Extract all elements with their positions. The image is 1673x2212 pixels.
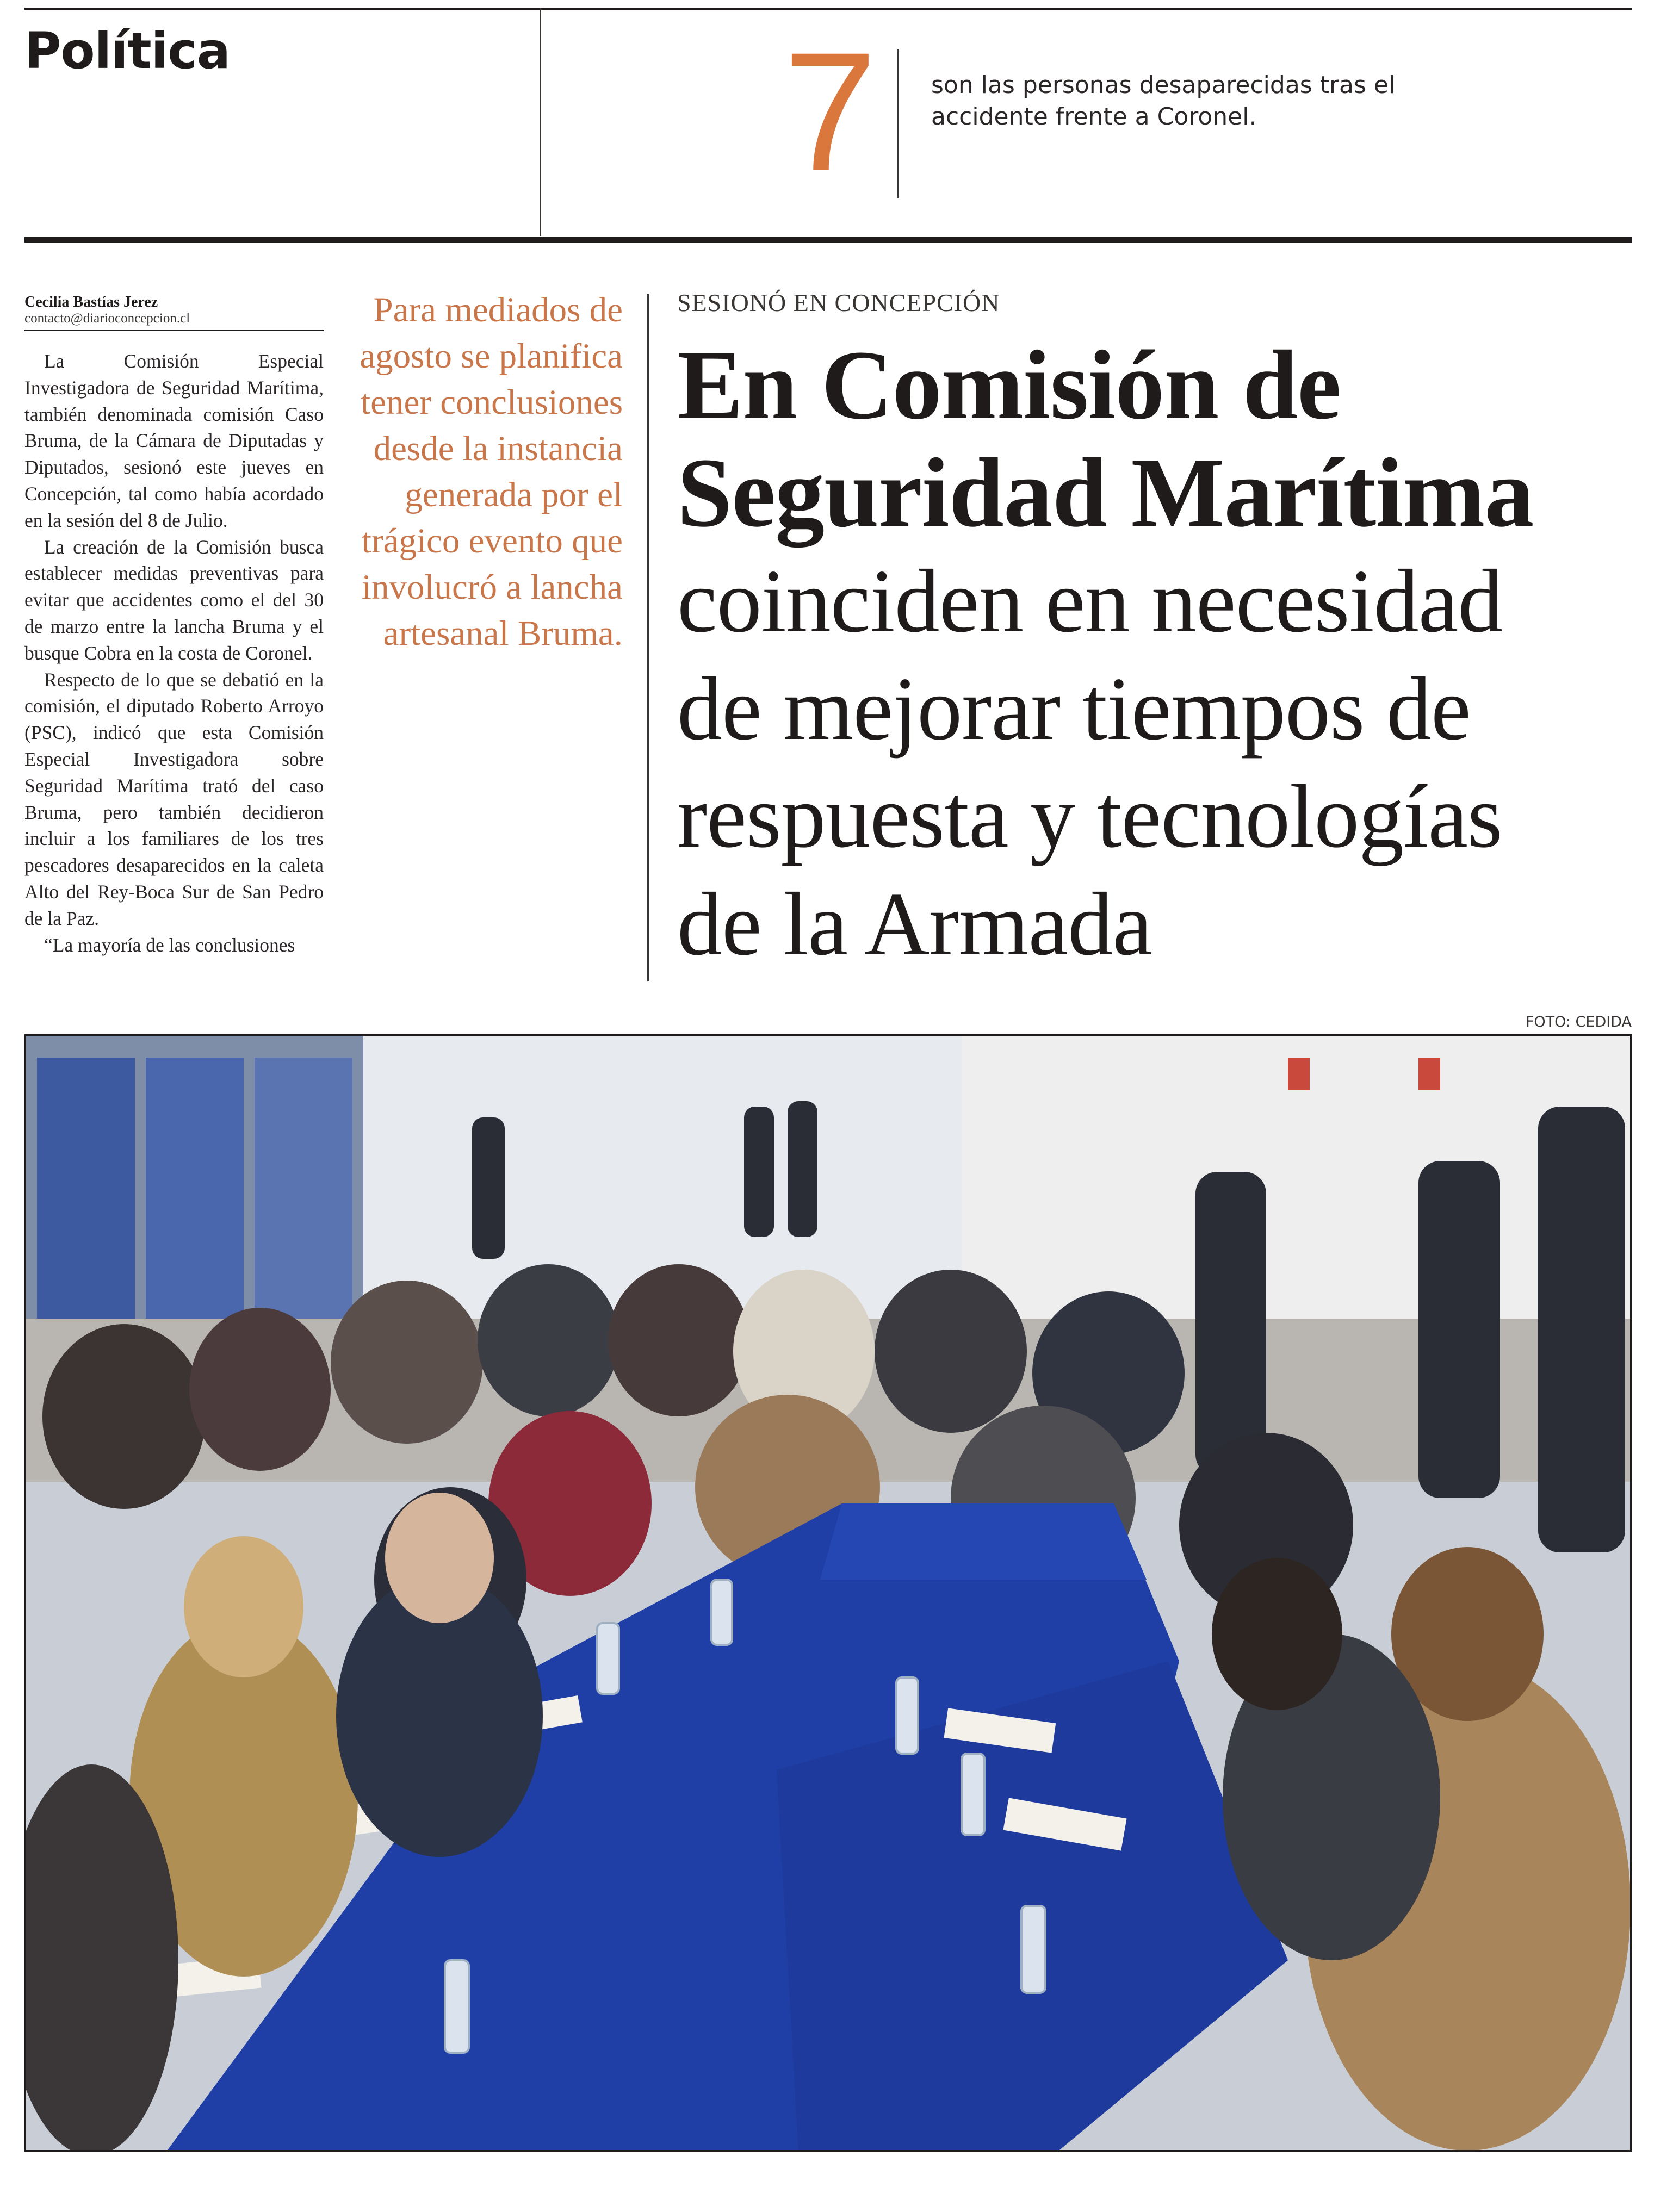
- headline-line: coinciden en necesidad: [677, 551, 1503, 651]
- kicker: SESIONÓ EN CONCEPCIÓN: [677, 289, 1000, 316]
- header-divider: [540, 8, 541, 236]
- byline-rule: [24, 330, 324, 331]
- section-label: Política: [24, 22, 230, 80]
- quote-divider: [647, 294, 649, 981]
- headline: [677, 332, 1634, 978]
- top-rule: [24, 8, 1632, 10]
- body-paragraph: La creación de la Comisión busca establecer medidas preventivas para evitar que accidentes como el del 30 de marzo entre la lancha Bruma y el busque Cobra en la costa de Coronel.: [24, 536, 324, 664]
- photo-credit: FOTO: CEDIDA: [1525, 1014, 1632, 1030]
- headline-line: de mejorar tiempos de: [677, 658, 1471, 759]
- headline-line: de la Armada: [677, 874, 1152, 974]
- article-body: [24, 348, 324, 958]
- body-paragraph: La Comisión Especial Investigadora de Seguridad Marítima, también denominada comisión Caso Bruma, de la Cámara de Diputadas y Diputados, sesionó este jueves en Concepción, tal como había acordado en la sesión del 8 de Julio.: [24, 350, 324, 531]
- headline-line: En Comisión de: [677, 331, 1341, 440]
- pull-quote: Para mediados de agosto se planifica tener conclusiones desde la instancia generada por el trágico evento que involucró a lancha artesanal Bruma.: [360, 290, 623, 653]
- article-photo: [24, 1034, 1632, 2152]
- headline-line: Seguridad Marítima: [677, 438, 1534, 548]
- byline-name: Cecilia Bastías Jerez: [24, 294, 158, 310]
- stat-text: son las personas desaparecidas tras el accidente frente a Coronel.: [931, 71, 1396, 131]
- stat-number: 7: [783, 17, 877, 206]
- byline-email[interactable]: contacto@diarioconcepcion.cl: [24, 311, 190, 326]
- body-paragraph: “La mayoría de las conclusiones: [44, 934, 295, 956]
- headline-line: respuesta y tecnologías: [677, 766, 1502, 866]
- stat-divider: [897, 49, 899, 198]
- body-paragraph: Respecto de lo que se debatió en la comisión, el diputado Roberto Arroyo (PSC), indicó que esta Comisión Especial Investigadora sobre Seguridad Marítima trató del caso Bruma, pero también decidieron incluir a los familiares de los tres pescadores desaparecidos en la caleta Alto del Rey-Boca Sur de San Pedro de la Paz.: [24, 668, 324, 929]
- header-thick-rule: [24, 237, 1632, 243]
